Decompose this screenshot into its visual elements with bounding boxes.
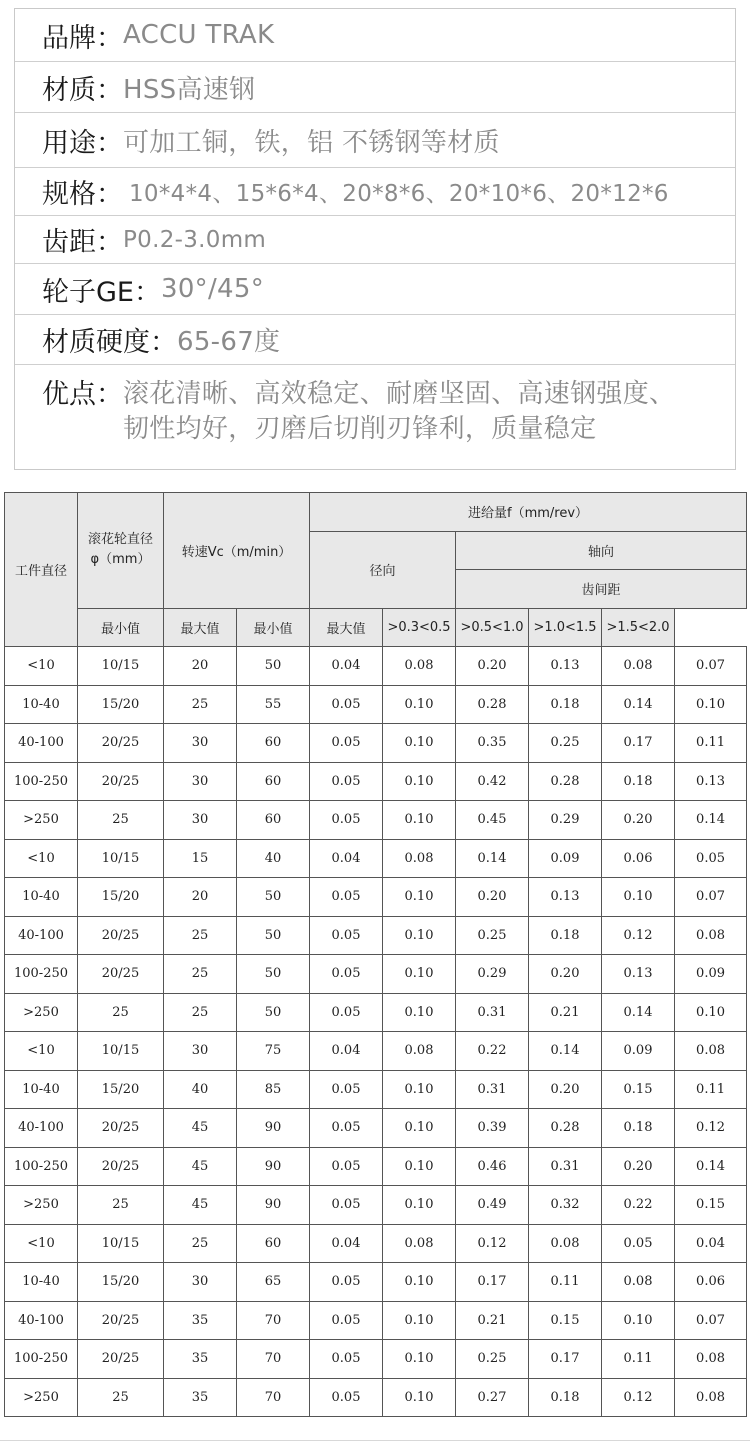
table-row [5,724,747,763]
cell-axial-pitch-4: 0.15 [675,1186,747,1225]
cell-radial-max: 0.10 [383,1301,456,1340]
cell-axial-pitch-1: 0.25 [456,916,529,955]
cutting-parameter-table [4,492,747,1417]
spec-row-hardness [15,315,735,365]
cell-speed-min: 25 [164,993,237,1032]
cell-radial-min: 0.04 [310,1032,383,1071]
cell-radial-min: 0.05 [310,1109,383,1148]
cell-axial-pitch-3: 0.18 [602,762,675,801]
advantage-line-2: 韧性均好，刃磨后切削刃锋利，质量稳定 [123,414,597,444]
cell-axial-pitch-3: 0.10 [602,1301,675,1340]
cell-axial-pitch-3: 0.15 [602,1070,675,1109]
cell-radial-max: 0.10 [383,993,456,1032]
cell-radial-min: 0.05 [310,1147,383,1186]
usage-label: 用途： [42,127,123,159]
cell-radial-min: 0.05 [310,1340,383,1379]
cell-axial-pitch-4: 0.04 [675,1224,747,1263]
cell-axial-pitch-4: 0.07 [675,647,747,686]
cell-workpiece-diameter: 10-40 [5,1070,78,1109]
cell-radial-max: 0.10 [383,801,456,840]
cell-speed-min: 25 [164,955,237,994]
cell-speed-max: 70 [237,1340,310,1379]
cell-workpiece-diameter: >250 [5,1186,78,1225]
cell-speed-max: 65 [237,1263,310,1302]
table-row [5,1378,747,1417]
advantage-line-1: 滚花清晰、高效稳定、耐磨坚固、高速钢强度、 [123,379,676,409]
cell-workpiece-diameter: <10 [5,1224,78,1263]
cell-radial-max: 0.10 [383,724,456,763]
cell-axial-pitch-2: 0.31 [529,1147,602,1186]
header-axial: 轴向 [456,531,747,570]
table-row [5,1186,747,1225]
cell-axial-pitch-1: 0.20 [456,878,529,917]
cell-knurl-diameter: 20/25 [78,724,164,763]
cell-axial-pitch-2: 0.21 [529,993,602,1032]
header-radial-min: 最小值 [237,608,310,647]
cell-speed-max: 60 [237,724,310,763]
header-tooth-pitch: 齿间距 [456,570,747,609]
cell-axial-pitch-4: 0.05 [675,839,747,878]
header-knurl-diameter-line2: φ（mm） [90,552,151,568]
cell-axial-pitch-4: 0.08 [675,1032,747,1071]
cell-speed-max: 50 [237,916,310,955]
cell-radial-max: 0.10 [383,955,456,994]
cell-axial-pitch-2: 0.28 [529,762,602,801]
cell-radial-max: 0.10 [383,1340,456,1379]
cell-radial-max: 0.08 [383,839,456,878]
wheel-value: 30°/45° [160,274,265,304]
cell-speed-min: 20 [164,647,237,686]
cell-speed-min: 35 [164,1378,237,1417]
cell-radial-max: 0.10 [383,1186,456,1225]
spec-row-usage [15,113,735,168]
pitch-value: P0.2-3.0mm [123,226,267,253]
cell-speed-max: 60 [237,1224,310,1263]
spec-row-material [15,62,735,113]
cell-speed-max: 50 [237,878,310,917]
cell-axial-pitch-2: 0.18 [529,685,602,724]
cell-speed-min: 30 [164,1263,237,1302]
cell-axial-pitch-3: 0.20 [602,1147,675,1186]
cell-speed-max: 90 [237,1109,310,1148]
cell-axial-pitch-1: 0.14 [456,839,529,878]
header-row-1 [5,493,747,532]
cell-radial-max: 0.08 [383,647,456,686]
cell-knurl-diameter: 20/25 [78,1301,164,1340]
cell-workpiece-diameter: >250 [5,993,78,1032]
cell-radial-max: 0.10 [383,916,456,955]
cell-axial-pitch-1: 0.22 [456,1032,529,1071]
cell-speed-min: 40 [164,1070,237,1109]
cell-radial-max: 0.10 [383,1109,456,1148]
header-pitch-range-1: >0.3<0.5 [383,608,456,647]
cell-speed-max: 60 [237,801,310,840]
table-row [5,955,747,994]
wheel-label: 轮子GE： [42,276,161,308]
cell-axial-pitch-2: 0.14 [529,1032,602,1071]
cell-radial-min: 0.04 [310,1224,383,1263]
table-row [5,1340,747,1379]
cell-axial-pitch-4: 0.14 [675,1147,747,1186]
cell-axial-pitch-2: 0.09 [529,839,602,878]
advantage-value [123,377,675,447]
cell-axial-pitch-1: 0.20 [456,647,529,686]
header-pitch-range-4: >1.5<2.0 [602,608,675,647]
cell-axial-pitch-3: 0.05 [602,1224,675,1263]
cell-axial-pitch-4: 0.07 [675,878,747,917]
cell-axial-pitch-3: 0.09 [602,1032,675,1071]
cell-axial-pitch-2: 0.13 [529,878,602,917]
material-label: 材质： [42,74,123,106]
cell-radial-max: 0.10 [383,878,456,917]
cell-axial-pitch-3: 0.14 [602,993,675,1032]
product-spec-panel [14,8,736,470]
table-row [5,993,747,1032]
cell-axial-pitch-3: 0.22 [602,1186,675,1225]
cell-axial-pitch-1: 0.31 [456,1070,529,1109]
header-workpiece-diameter: 工件直径 [5,493,78,647]
brand-label: 品牌： [42,22,123,54]
cell-workpiece-diameter: 100-250 [5,1340,78,1379]
cell-speed-max: 85 [237,1070,310,1109]
cell-axial-pitch-3: 0.06 [602,839,675,878]
table-row [5,1109,747,1148]
cell-workpiece-diameter: <10 [5,647,78,686]
table-row [5,839,747,878]
spec-row-wheel [15,264,735,315]
header-feed-rate: 进给量f（mm/rev） [310,493,747,532]
cell-axial-pitch-3: 0.08 [602,647,675,686]
cell-axial-pitch-4: 0.06 [675,1263,747,1302]
cell-axial-pitch-4: 0.08 [675,1340,747,1379]
cell-axial-pitch-2: 0.29 [529,801,602,840]
cell-axial-pitch-1: 0.17 [456,1263,529,1302]
cell-speed-max: 60 [237,762,310,801]
cell-speed-min: 30 [164,801,237,840]
cell-radial-max: 0.08 [383,1032,456,1071]
cell-speed-min: 45 [164,1147,237,1186]
cell-speed-max: 70 [237,1301,310,1340]
cell-speed-min: 35 [164,1340,237,1379]
cell-axial-pitch-2: 0.15 [529,1301,602,1340]
cell-knurl-diameter: 10/15 [78,1032,164,1071]
cell-axial-pitch-4: 0.14 [675,801,747,840]
cell-axial-pitch-3: 0.17 [602,724,675,763]
cell-axial-pitch-4: 0.11 [675,1070,747,1109]
cell-axial-pitch-1: 0.25 [456,1340,529,1379]
material-value: HSS高速钢 [123,74,256,105]
spec-row-brand [15,9,735,62]
hardness-label: 材质硬度： [42,327,177,358]
cell-knurl-diameter: 20/25 [78,1340,164,1379]
cell-axial-pitch-1: 0.21 [456,1301,529,1340]
cell-speed-max: 90 [237,1147,310,1186]
cell-speed-max: 40 [237,839,310,878]
cell-radial-max: 0.10 [383,1263,456,1302]
cell-axial-pitch-4: 0.11 [675,724,747,763]
cell-axial-pitch-3: 0.10 [602,878,675,917]
table-row [5,1032,747,1071]
cell-axial-pitch-1: 0.29 [456,955,529,994]
cell-axial-pitch-2: 0.18 [529,1378,602,1417]
cell-axial-pitch-4: 0.07 [675,1301,747,1340]
header-speed-min: 最小值 [78,608,164,647]
cell-workpiece-diameter: 100-250 [5,762,78,801]
cell-speed-min: 35 [164,1301,237,1340]
cell-radial-max: 0.08 [383,1224,456,1263]
cell-axial-pitch-4: 0.12 [675,1109,747,1148]
cell-knurl-diameter: 25 [78,993,164,1032]
cell-speed-max: 50 [237,955,310,994]
cell-radial-min: 0.05 [310,1186,383,1225]
cell-radial-min: 0.05 [310,724,383,763]
cell-radial-min: 0.05 [310,916,383,955]
page-bottom-divider [0,1440,750,1441]
cell-axial-pitch-2: 0.32 [529,1186,602,1225]
cell-workpiece-diameter: 40-100 [5,724,78,763]
cell-knurl-diameter: 25 [78,801,164,840]
cell-axial-pitch-1: 0.12 [456,1224,529,1263]
table-header [5,493,747,647]
cell-knurl-diameter: 15/20 [78,1070,164,1109]
cell-knurl-diameter: 25 [78,1186,164,1225]
cell-speed-min: 30 [164,762,237,801]
cell-axial-pitch-2: 0.20 [529,1070,602,1109]
cell-axial-pitch-4: 0.13 [675,762,747,801]
cell-workpiece-diameter: <10 [5,839,78,878]
cell-axial-pitch-1: 0.31 [456,993,529,1032]
cell-axial-pitch-3: 0.20 [602,801,675,840]
cell-knurl-diameter: 20/25 [78,1147,164,1186]
header-radial: 径向 [310,531,456,608]
cell-radial-min: 0.05 [310,993,383,1032]
header-cutting-speed: 转速Vc（m/min） [164,493,310,609]
table-row [5,762,747,801]
cell-radial-max: 0.10 [383,762,456,801]
cell-axial-pitch-3: 0.12 [602,1378,675,1417]
cell-axial-pitch-1: 0.42 [456,762,529,801]
cell-radial-max: 0.10 [383,1070,456,1109]
cell-workpiece-diameter: 40-100 [5,1301,78,1340]
cell-knurl-diameter: 25 [78,1378,164,1417]
table-body [5,647,747,1417]
cell-workpiece-diameter: >250 [5,801,78,840]
cell-radial-min: 0.05 [310,1378,383,1417]
spec-row-size [15,168,735,216]
cell-knurl-diameter: 10/15 [78,1224,164,1263]
cell-axial-pitch-3: 0.14 [602,685,675,724]
cell-knurl-diameter: 15/20 [78,878,164,917]
cell-workpiece-diameter: 100-250 [5,955,78,994]
cell-speed-max: 50 [237,647,310,686]
cell-speed-max: 90 [237,1186,310,1225]
cell-radial-min: 0.05 [310,801,383,840]
cell-speed-min: 45 [164,1109,237,1148]
cell-speed-min: 15 [164,839,237,878]
cell-radial-min: 0.05 [310,1301,383,1340]
header-knurl-diameter [78,493,164,609]
header-pitch-range-3: >1.0<1.5 [529,608,602,647]
cell-knurl-diameter: 20/25 [78,762,164,801]
cell-axial-pitch-4: 0.08 [675,916,747,955]
cell-radial-min: 0.05 [310,1263,383,1302]
cell-axial-pitch-2: 0.28 [529,1109,602,1148]
cell-speed-min: 20 [164,878,237,917]
cell-radial-min: 0.05 [310,762,383,801]
cell-knurl-diameter: 15/20 [78,1263,164,1302]
spec-row-advantage [15,365,735,469]
header-radial-max: 最大值 [310,608,383,647]
size-label: 规格： [42,179,123,210]
cell-workpiece-diameter: <10 [5,1032,78,1071]
cell-axial-pitch-4: 0.09 [675,955,747,994]
brand-value: ACCU TRAK [123,20,275,50]
spec-row-pitch [15,216,735,264]
cell-knurl-diameter: 10/15 [78,839,164,878]
table-row [5,878,747,917]
cell-axial-pitch-2: 0.25 [529,724,602,763]
table-row [5,1263,747,1302]
header-knurl-diameter-line1: 滚花轮直径 [87,532,153,548]
cell-axial-pitch-1: 0.35 [456,724,529,763]
cell-axial-pitch-3: 0.18 [602,1109,675,1148]
cell-knurl-diameter: 15/20 [78,685,164,724]
cell-radial-min: 0.05 [310,878,383,917]
cell-axial-pitch-2: 0.18 [529,916,602,955]
cell-axial-pitch-1: 0.49 [456,1186,529,1225]
hardness-value: 65-67度 [177,327,281,357]
cell-radial-max: 0.10 [383,1378,456,1417]
table-row [5,685,747,724]
cell-workpiece-diameter: 40-100 [5,1109,78,1148]
cell-radial-min: 0.04 [310,647,383,686]
table-row [5,1147,747,1186]
cell-axial-pitch-2: 0.20 [529,955,602,994]
cell-axial-pitch-1: 0.28 [456,685,529,724]
cell-axial-pitch-3: 0.11 [602,1340,675,1379]
cell-speed-max: 70 [237,1378,310,1417]
cell-axial-pitch-1: 0.39 [456,1109,529,1148]
cell-knurl-diameter: 20/25 [78,916,164,955]
cell-axial-pitch-3: 0.12 [602,916,675,955]
cell-axial-pitch-2: 0.08 [529,1224,602,1263]
cell-axial-pitch-4: 0.08 [675,1378,747,1417]
header-speed-max: 最大值 [164,608,237,647]
cell-speed-min: 30 [164,1032,237,1071]
cell-radial-min: 0.05 [310,1070,383,1109]
size-value: 10*4*4、15*6*4、20*8*6、20*10*6、20*12*6 [129,181,669,207]
cell-knurl-diameter: 20/25 [78,955,164,994]
cell-radial-min: 0.05 [310,685,383,724]
cell-workpiece-diameter: 10-40 [5,878,78,917]
header-row-4 [5,608,747,647]
table-row [5,1224,747,1263]
cell-workpiece-diameter: 10-40 [5,1263,78,1302]
cell-axial-pitch-4: 0.10 [675,685,747,724]
table-row [5,647,747,686]
advantage-label: 优点： [42,379,123,410]
cell-workpiece-diameter: >250 [5,1378,78,1417]
cell-axial-pitch-1: 0.46 [456,1147,529,1186]
cell-knurl-diameter: 10/15 [78,647,164,686]
cell-axial-pitch-1: 0.45 [456,801,529,840]
cell-workpiece-diameter: 10-40 [5,685,78,724]
cell-axial-pitch-2: 0.17 [529,1340,602,1379]
cell-axial-pitch-1: 0.27 [456,1378,529,1417]
cell-radial-min: 0.05 [310,955,383,994]
table-row [5,801,747,840]
cell-speed-max: 50 [237,993,310,1032]
cell-axial-pitch-4: 0.10 [675,993,747,1032]
cell-radial-max: 0.10 [383,1147,456,1186]
cell-speed-min: 25 [164,916,237,955]
cell-speed-min: 25 [164,685,237,724]
cell-axial-pitch-2: 0.13 [529,647,602,686]
cell-axial-pitch-2: 0.11 [529,1263,602,1302]
cell-knurl-diameter: 20/25 [78,1109,164,1148]
cell-speed-min: 30 [164,724,237,763]
header-pitch-range-2: >0.5<1.0 [456,608,529,647]
cell-speed-max: 75 [237,1032,310,1071]
cell-speed-max: 55 [237,685,310,724]
cell-radial-min: 0.04 [310,839,383,878]
cell-axial-pitch-3: 0.08 [602,1263,675,1302]
cell-speed-min: 25 [164,1224,237,1263]
cell-axial-pitch-3: 0.13 [602,955,675,994]
cell-workpiece-diameter: 100-250 [5,1147,78,1186]
table-row [5,1301,747,1340]
table-row [5,916,747,955]
pitch-label: 齿距： [42,227,123,258]
cell-speed-min: 45 [164,1186,237,1225]
cell-radial-max: 0.10 [383,685,456,724]
usage-value: 可加工铜，铁，铝 不锈钢等材质 [123,127,500,158]
table-row [5,1070,747,1109]
cell-workpiece-diameter: 40-100 [5,916,78,955]
